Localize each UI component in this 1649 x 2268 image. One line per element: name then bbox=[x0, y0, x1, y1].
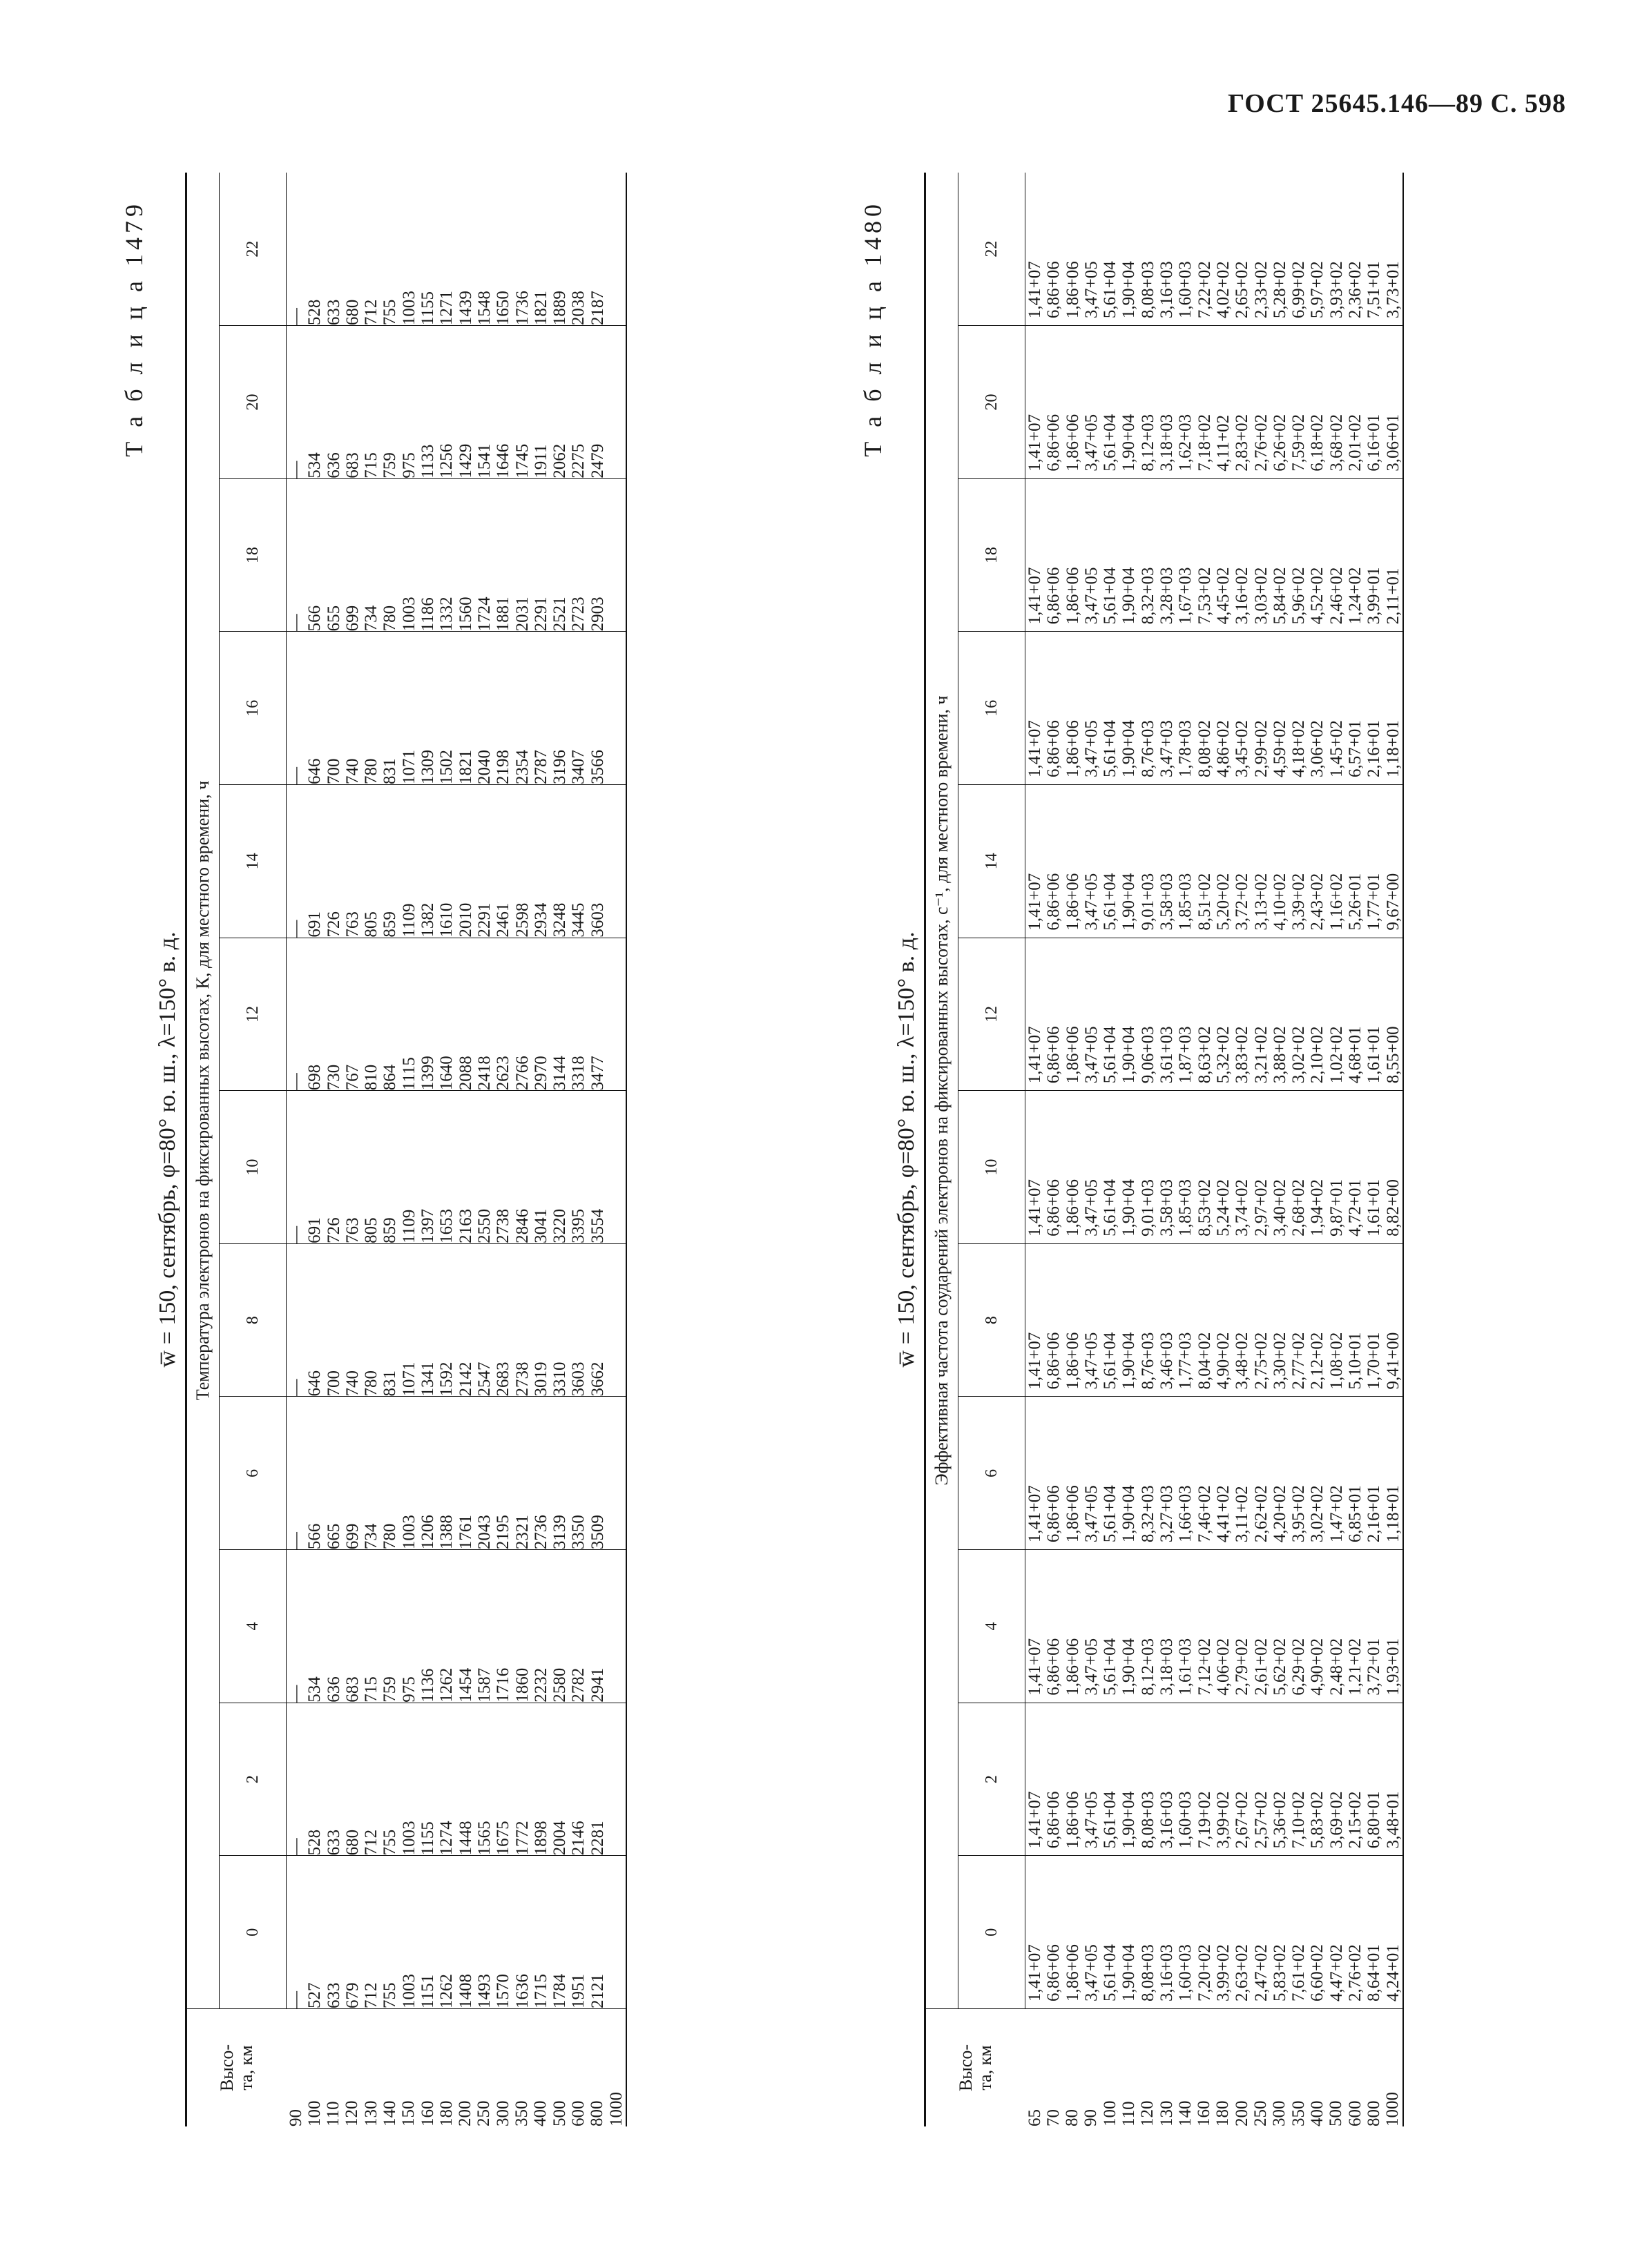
time-column-header: 6 bbox=[220, 1397, 287, 1550]
value-column: 1,41+07 6,86+06 1,86+06 3,47+05 5,61+04 1,90+04 9,01+03 3,58+03 1,85+03 8,51+02 5,20+02 3,72+02 3,13+02 4,10+02 3,39+02 2,43+02 1,16+02 5,26+01 1,77+01 9,67+00 bbox=[1025, 785, 1403, 938]
page-header: ГОСТ 25645.146—89 С. 598 bbox=[1228, 89, 1566, 118]
value-column: — 698 730 767 810 864 1115 1399 1640 2088 2418 2623 2766 2970 3144 3318 3477 bbox=[287, 938, 626, 1091]
table-body-row bbox=[1025, 173, 1403, 2126]
table-caption: w̅ = 150, сентябрь, φ=80° ю. ш., λ=150° в. д. bbox=[894, 931, 919, 1368]
time-column-header: 20 bbox=[220, 326, 287, 479]
value-column: 1,41+07 6,86+06 1,86+06 3,47+05 5,61+04 1,90+04 8,08+03 3,16+03 1,60+03 7,19+02 3,99+02 2,67+02 2,57+02 5,36+02 7,10+02 5,83+02 3,69+02 2,15+02 6,80+01 3,48+01 bbox=[1025, 1703, 1403, 1856]
time-column-header: 6 bbox=[958, 1397, 1025, 1550]
time-column-header: 16 bbox=[220, 632, 287, 785]
height-values: 65 70 80 90 100 110 120 130 140 160 180 200 250 300 350 400 500 600 800 1000 bbox=[1025, 2009, 1403, 2127]
value-column: 1,41+07 6,86+06 1,86+06 3,47+05 5,61+04 1,90+04 9,06+03 3,61+03 1,87+03 8,63+02 5,32+02 3,83+02 3,21+02 3,88+02 3,02+02 2,10+02 1,02+02 4,68+01 1,61+01 8,55+00 bbox=[1025, 938, 1403, 1091]
height-values: 90 100 110 120 130 140 150 160 180 200 250 300 350 400 500 600 800 1000 bbox=[287, 2009, 626, 2127]
value-column: — 691 726 763 805 859 1109 1382 1610 2010 2291 2461 2598 2934 3248 3445 3603 bbox=[287, 785, 626, 938]
table-number-label: Т а б л и ц а 1479 bbox=[120, 200, 148, 457]
value-column: — 528 633 680 712 755 1003 1155 1271 1439 1548 1650 1736 1821 1889 2038 2187 bbox=[287, 173, 626, 326]
value-column: 1,41+07 6,86+06 1,86+06 3,47+05 5,61+04 1,90+04 8,12+03 3,18+03 1,62+03 7,18+02 4,11+02 2,83+02 2,76+02 6,26+02 7,59+02 6,18+02 3,68+02 2,01+02 6,16+01 3,06+01 bbox=[1025, 326, 1403, 479]
time-column-header: 20 bbox=[958, 326, 1025, 479]
time-column-header: 22 bbox=[220, 173, 287, 326]
value-column: 1,41+07 6,86+06 1,86+06 3,47+05 5,61+04 1,90+04 8,12+03 3,18+03 1,61+03 7,12+02 4,06+02 2,79+02 2,61+02 5,62+02 6,29+02 4,90+02 2,48+02 1,21+02 3,72+01 1,93+01 bbox=[1025, 1550, 1403, 1703]
table-subtitle: Эффективная частота соударений электронов на фиксированных высотах, с⁻¹, для местного времени, ч bbox=[925, 173, 958, 2009]
time-column-header: 16 bbox=[958, 632, 1025, 785]
time-column-header: 8 bbox=[958, 1243, 1025, 1397]
value-column: — 528 633 680 712 755 1003 1155 1274 1448 1565 1675 1772 1898 2004 2146 2281 bbox=[287, 1703, 626, 1856]
time-header-row bbox=[958, 173, 1025, 2126]
time-column-header: 10 bbox=[220, 1091, 287, 1244]
table-number-label: Т а б л и ц а 1480 bbox=[859, 200, 887, 457]
time-column-header: 8 bbox=[220, 1243, 287, 1397]
time-column-header: 14 bbox=[958, 785, 1025, 938]
time-column-header: 0 bbox=[958, 1856, 1025, 2009]
time-column-header: 22 bbox=[958, 173, 1025, 326]
value-column: 1,41+07 6,86+06 1,86+06 3,47+05 5,61+04 1,90+04 8,76+03 3,46+03 1,77+03 8,04+02 4,90+02 3,48+02 2,75+02 3,30+02 2,77+02 2,12+02 1,08+02 5,10+01 1,70+01 9,41+00 bbox=[1025, 1243, 1403, 1397]
value-column: — 691 726 763 805 859 1109 1397 1653 2163 2550 2738 2846 3041 3220 3395 3554 bbox=[287, 1091, 626, 1244]
value-column: — 527 633 679 712 755 1003 1151 1262 1408 1493 1570 1636 1715 1784 1951 2121 bbox=[287, 1856, 626, 2009]
value-column: 1,41+07 6,86+06 1,86+06 3,47+05 5,61+04 1,90+04 9,01+03 3,58+03 1,85+03 8,53+02 5,24+02 3,74+02 2,97+02 3,40+02 2,68+02 1,94+02 9,87+01 4,72+01 1,61+01 8,82+00 bbox=[1025, 1091, 1403, 1244]
value-column: 1,41+07 6,86+06 1,86+06 3,47+05 5,61+04 1,90+04 8,76+03 3,47+03 1,78+03 8,08+02 4,86+02 3,45+02 2,99+02 4,59+02 4,18+02 3,06+02 1,45+02 6,57+01 2,16+01 1,18+01 bbox=[1025, 632, 1403, 785]
value-column: 1,41+07 6,86+06 1,86+06 3,47+05 5,61+04 1,90+04 8,32+03 3,27+03 1,66+03 7,46+02 4,41+02 3,11+02 2,62+02 4,20+02 3,95+02 3,02+02 1,47+02 6,85+01 2,16+01 1,18+01 bbox=[1025, 1397, 1403, 1550]
time-column-header: 2 bbox=[220, 1703, 287, 1856]
table-caption: w̅ = 150, сентябрь, φ=80° ю. ш., λ=150° в. д. bbox=[155, 931, 180, 1368]
value-column: — 534 636 683 715 759 975 1133 1256 1429 1541 1646 1745 1911 2062 2275 2479 bbox=[287, 326, 626, 479]
time-column-header: 14 bbox=[220, 785, 287, 938]
table-1480 bbox=[856, 173, 1404, 2126]
height-column-header: Высо- та, км bbox=[186, 2009, 287, 2127]
time-header-row bbox=[220, 173, 287, 2126]
table-body-row bbox=[287, 173, 626, 2126]
time-column-header: 0 bbox=[220, 1856, 287, 2009]
data-table bbox=[924, 173, 1404, 2126]
time-column-header: 4 bbox=[220, 1550, 287, 1703]
table-1479 bbox=[117, 173, 627, 2126]
value-column: — 534 636 683 715 759 975 1136 1262 1454 1587 1716 1860 2232 2580 2782 2941 bbox=[287, 1550, 626, 1703]
time-column-header: 2 bbox=[958, 1703, 1025, 1856]
data-table bbox=[185, 173, 627, 2126]
table-subtitle: Температура электронов на фиксированных высотах, К, для местного времени, ч bbox=[186, 173, 220, 2009]
time-column-header: 18 bbox=[220, 478, 287, 632]
value-column: 1,41+07 6,86+06 1,86+06 3,47+05 5,61+04 1,90+04 8,08+03 3,16+03 1,60+03 7,22+02 4,02+02 2,65+02 2,33+02 5,28+02 6,99+02 5,97+02 3,93+02 2,36+02 7,51+01 3,73+01 bbox=[1025, 173, 1403, 326]
value-column: — 566 665 699 734 780 1003 1206 1388 1761 2043 2195 2321 2736 3139 3350 3509 bbox=[287, 1397, 626, 1550]
time-column-header: 18 bbox=[958, 478, 1025, 632]
value-column: — 646 700 740 780 831 1071 1309 1502 1821 2040 2198 2354 2787 3196 3407 3566 bbox=[287, 632, 626, 785]
value-column: 1,41+07 6,86+06 1,86+06 3,47+05 5,61+04 1,90+04 8,08+03 3,16+03 1,60+03 7,20+02 3,99+02 2,63+02 2,47+02 5,83+02 7,61+02 6,60+02 4,47+02 2,76+02 8,64+01 4,24+01 bbox=[1025, 1856, 1403, 2009]
time-column-header: 10 bbox=[958, 1091, 1025, 1244]
time-column-header: 12 bbox=[220, 938, 287, 1091]
time-column-header: 4 bbox=[958, 1550, 1025, 1703]
value-column: 1,41+07 6,86+06 1,86+06 3,47+05 5,61+04 1,90+04 8,32+03 3,28+03 1,67+03 7,53+02 4,45+02 3,16+02 3,03+02 5,84+02 5,96+02 4,52+02 2,46+02 1,24+02 3,99+01 2,11+01 bbox=[1025, 478, 1403, 632]
value-column: — 566 655 699 734 780 1003 1186 1332 1560 1724 1881 2031 2291 2521 2723 2903 bbox=[287, 478, 626, 632]
value-column: — 646 700 740 780 831 1071 1341 1592 2142 2547 2683 2738 3019 3310 3603 3662 bbox=[287, 1243, 626, 1397]
height-column-header: Высо- та, км bbox=[925, 2009, 1025, 2127]
time-column-header: 12 bbox=[958, 938, 1025, 1091]
